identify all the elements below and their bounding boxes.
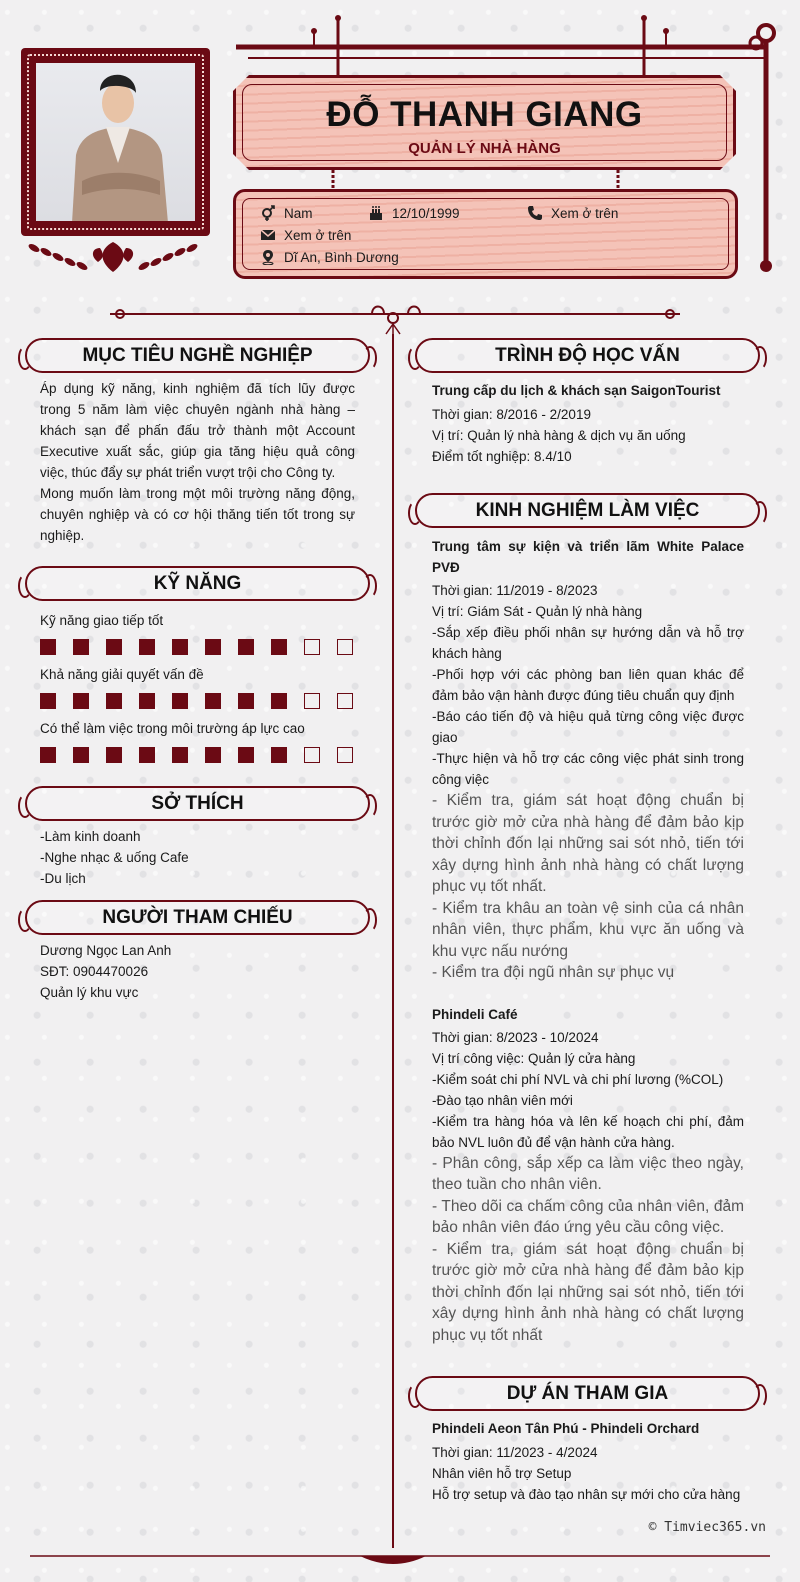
objective-section (40, 378, 355, 546)
profile-photo-frame (21, 48, 210, 236)
skill-square-filled (40, 747, 56, 763)
education-major: Vị trí: Quản lý nhà hàng & dịch vụ ăn uống (432, 428, 686, 443)
skill-square-filled (205, 639, 221, 655)
watermark: © Timviec365.vn (648, 1520, 766, 1535)
reference-phone: SĐT: 0904470026 (40, 964, 149, 979)
skill-square-filled (73, 747, 89, 763)
education-heading: TRÌNH ĐỘ HỌC VẤN (415, 338, 760, 373)
skill-square-filled (139, 693, 155, 709)
job-detail: - Phân công, sắp xếp ca làm việc theo ngày, theo tuần cho nhân viên. (432, 1154, 744, 1193)
skill-square-empty (337, 639, 353, 655)
skill-square-empty (337, 693, 353, 709)
hobby-item: -Nghe nhạc & uống Cafe (40, 850, 189, 865)
skill-square-filled (172, 693, 188, 709)
references-heading: NGƯỜI THAM CHIẾU (25, 900, 370, 935)
skill-rating (40, 639, 360, 655)
project-description: Hỗ trợ setup và đào tạo nhân sự mới cho cửa hàng (432, 1487, 741, 1502)
project-name: Phindeli Aeon Tân Phú - Phindeli Orchard (432, 1421, 700, 1436)
skill-rating (40, 747, 360, 763)
job-detail: - Kiểm tra đội ngũ nhân sự phục vụ (432, 964, 675, 981)
phone-item (527, 205, 618, 221)
gender-icon (260, 205, 276, 221)
skill-square-empty (304, 693, 320, 709)
job-company: Phindeli Café (432, 1006, 518, 1022)
objective-heading: MỤC TIÊU NGHỀ NGHIỆP (25, 338, 370, 373)
email-item (260, 227, 351, 243)
hobbies-list (40, 826, 360, 889)
skill-name: Kỹ năng giao tiếp tốt (40, 613, 164, 628)
skill-square-filled (205, 693, 221, 709)
skill-name: Có thể làm việc trong môi trường áp lực cao (40, 721, 305, 736)
profile-photo (36, 63, 195, 221)
dob-value: 12/10/1999 (392, 205, 460, 221)
hobby-item: -Làm kinh doanh (40, 829, 141, 844)
job-company: Trung tâm sự kiện và triển lãm White Palace PVĐ (432, 539, 744, 575)
skill-square-filled (139, 639, 155, 655)
skill-square-filled (271, 693, 287, 709)
skill-square-filled (205, 747, 221, 763)
skill-square-filled (106, 639, 122, 655)
objective-paragraph-2: Mong muốn làm trong một môi trường năng động, chuyên nghiệp và có cơ hội thăng tiến tốt trong sự nghiệp. (40, 486, 355, 543)
projects-heading: DỰ ÁN THAM GIA (415, 1376, 760, 1411)
skill-square-filled (172, 747, 188, 763)
skill-square-filled (271, 747, 287, 763)
skill-square-empty (304, 639, 320, 655)
job-detail: - Theo dõi ca chấm công của nhân viên, đảm bảo nhân viên đáo ứng yêu cầu công việc. (432, 1197, 744, 1236)
job-detail: - Kiểm tra, giám sát hoạt động chuẩn bị trước giờ mở cửa nhà hàng để đảm bảo kịp thời chỉnh đốn lại những sai sót nhỏ, tiến tới xây dựng hình ảnh nhà hàng có chất lượng phục vụ tốt nhất (432, 1240, 744, 1344)
skills-list (40, 610, 360, 763)
job-detail: Vị trí: Giám Sát - Quản lý nhà hàng (432, 604, 643, 619)
job-detail: - Kiểm tra khâu an toàn vệ sinh của cá nhân nhân viên, thực phẩm, khu vực ăn uống và khu vực nấu nướng (432, 899, 744, 960)
skill-square-filled (238, 693, 254, 709)
phone-icon (527, 205, 543, 221)
location-pin-icon (260, 249, 276, 265)
job-detail: -Báo cáo tiến độ và hiệu quả từng công việc được giao (432, 709, 744, 745)
skill-square-filled (106, 693, 122, 709)
job-detail: -Kiểm soát chi phí NVL và chi phí lương (%COL) (432, 1071, 724, 1087)
gender-item (260, 205, 313, 221)
birthday-cake-icon (368, 205, 384, 221)
envelope-icon (260, 227, 276, 243)
skill-square-filled (238, 639, 254, 655)
skill-square-empty (304, 747, 320, 763)
skill-name: Khả năng giải quyết vấn đề (40, 667, 204, 682)
references-list (40, 940, 360, 1003)
full-name: ĐỖ THANH GIANG (326, 95, 643, 134)
skill-square-filled (271, 639, 287, 655)
job-detail: -Phối hợp với các phòng ban liên quan khác để đảm bảo vận hành được đúng tiêu chuẩn quy định (432, 667, 744, 703)
school-name: Trung cấp du lịch & khách sạn SaigonTourist (432, 383, 721, 398)
job-detail: Vị trí công việc: Quản lý cửa hàng (432, 1050, 636, 1066)
job-detail: -Kiểm tra hàng hóa và lên kế hoạch chi phí, đảm bảo NVL luôn đủ để vận hành cửa hàng. (432, 1113, 744, 1150)
skill-square-filled (40, 639, 56, 655)
skill-square-filled (139, 747, 155, 763)
education-section (432, 380, 744, 467)
job-title: QUẢN LÝ NHÀ HÀNG (408, 140, 561, 157)
skill-square-filled (106, 747, 122, 763)
dob-item (368, 205, 460, 221)
projects-section (432, 1418, 762, 1505)
education-gpa: Điểm tốt nghiệp: 8.4/10 (432, 449, 572, 464)
experience-heading: KINH NGHIỆM LÀM VIỆC (415, 493, 760, 528)
experience-section (432, 536, 744, 1346)
footer-ornament (0, 1548, 800, 1582)
column-divider (392, 334, 394, 1548)
reference-name: Dương Ngọc Lan Anh (40, 943, 172, 958)
hobby-item: -Du lịch (40, 871, 86, 886)
job-detail: -Đào tạo nhân viên mới (432, 1092, 573, 1108)
email-value: Xem ở trên (284, 227, 352, 243)
job-detail: Thời gian: 8/2023 - 10/2024 (432, 1029, 599, 1045)
education-period: Thời gian: 8/2016 - 2/2019 (432, 407, 591, 422)
phone-value: Xem ở trên (551, 205, 619, 221)
job-detail: -Sắp xếp điều phối nhân sự hướng dẫn và hỗ trợ khách hàng (432, 625, 744, 661)
skill-rating (40, 693, 360, 709)
job-detail: Thời gian: 11/2019 - 8/2023 (432, 583, 598, 598)
reference-role: Quản lý khu vực (40, 985, 139, 1000)
skill-square-filled (73, 693, 89, 709)
address-value: Dĩ An, Bình Dương (284, 249, 399, 265)
project-role: Nhân viên hỗ trợ Setup (432, 1466, 572, 1481)
skill-square-filled (238, 747, 254, 763)
address-item (260, 249, 399, 265)
job-detail: -Thực hiện và hỗ trợ các công việc phát sinh trong công việc (432, 751, 744, 787)
gender-value: Nam (284, 205, 313, 221)
project-period: Thời gian: 11/2023 - 4/2024 (432, 1445, 598, 1460)
job-detail: - Kiểm tra, giám sát hoạt động chuẩn bị trước giờ mở cửa nhà hàng để đảm bảo kịp thời chỉnh đốn lại những sai sót nhỏ, tiến tới xây dựng hình ảnh nhà hàng có chất lượng phục vụ tốt nhất. (432, 792, 744, 895)
hobbies-heading: SỞ THÍCH (25, 786, 370, 821)
skills-heading: KỸ NĂNG (25, 566, 370, 601)
objective-paragraph-1: Áp dụng kỹ năng, kinh nghiệm đã tích lũy được trong 5 năm làm việc chuyên ngành nhà hàng – khách sạn để phấn đấu trở thành một Account Executive xuất sắc, giúp gia tăng hiệu quả công việc, thúc đẩy sự phát triển vượt trội cho Công ty. (40, 381, 355, 480)
skill-square-empty (337, 747, 353, 763)
skill-square-filled (172, 639, 188, 655)
skill-square-filled (40, 693, 56, 709)
skill-square-filled (73, 639, 89, 655)
